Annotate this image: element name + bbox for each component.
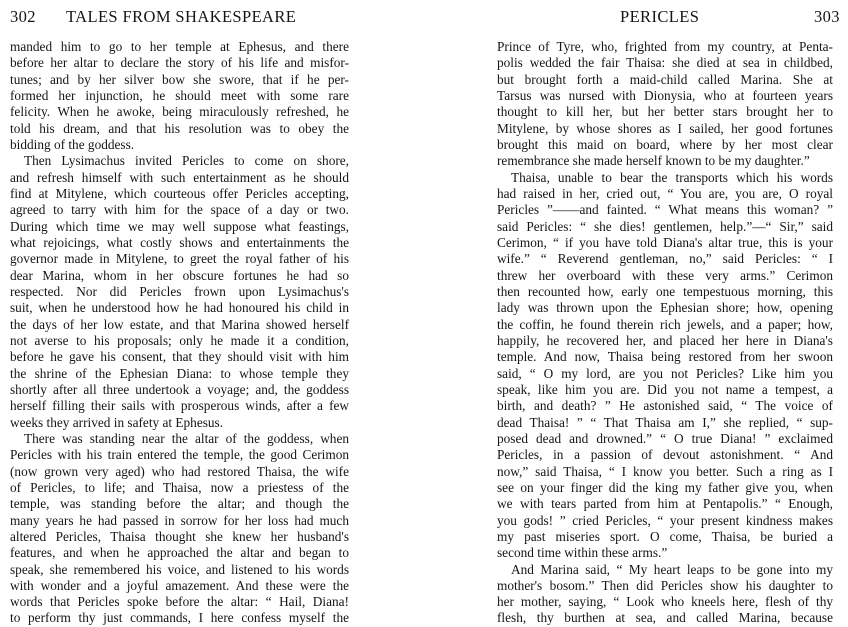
- page-number: 302: [10, 7, 36, 26]
- text-line: said Pericles: “ she dies! gentlemen, help.”—“ Sir,” said: [497, 218, 833, 234]
- text-line: we with tears parted from him at Pentapolis.” “ Enough,: [497, 496, 833, 512]
- text-line: many years he had passed in sorrow for her loss had much: [10, 512, 349, 528]
- text-line: had raised in her, cried out, “ You are, you are, O royal: [497, 185, 833, 201]
- text-line: threw her overboard with these very arms.” Cerimon: [497, 267, 833, 283]
- text-line: manded him to go to her temple at Ephesus, and there: [10, 39, 349, 54]
- text-line: second time within these arms.”: [497, 545, 668, 561]
- text-line: now,” said Thaisa, “ I know you better. Such a ring as I: [497, 463, 833, 479]
- text-line: the shrine of the Ephesian Diana: to whose temple they: [10, 365, 349, 381]
- text-line: before her altar to declare the story of his life and misfor-: [10, 55, 349, 71]
- text-line: then recounted how, early one tempestuous morning, this: [497, 283, 833, 299]
- text-line: dear Marina, whom in her obscure fortunes he had so: [10, 267, 349, 283]
- text-line: Cerimon, “ if you have told Diana's altar true, this is your: [497, 234, 833, 250]
- text-line: weeks they arrived in safety at Ephesus.: [10, 414, 224, 430]
- text-line: dead Thaisa! ” “ That Thaisa am I,” she replied, “ sup-: [497, 414, 833, 430]
- page-body-text: [10, 39, 349, 627]
- text-line: Mitylene, by whose shores as I sailed, her good fortunes: [497, 120, 833, 136]
- text-line: respected. Nor did Pericles frown upon Lysimachus's: [10, 283, 349, 299]
- text-line: with wonder and a joyful amazement. And these were the: [10, 577, 349, 593]
- text-line: Prince of Tyre, who, frighted from my country, at Penta-: [497, 39, 833, 54]
- text-line: not averse to his proposals; only he made it a condition,: [10, 332, 349, 348]
- left-page: [0, 0, 424, 626]
- text-line: Pericles, in a passion of devout astonishment. “ And: [497, 447, 833, 463]
- text-line: mother's bosom.” Then did Pericles show his daughter to: [497, 577, 833, 593]
- text-line: formed her injunction, he should meet with some rare: [10, 87, 349, 103]
- text-line: and refresh himself with such entertainment as he should: [10, 169, 349, 185]
- text-line: to perform thy just commands, I here confess myself the: [10, 610, 349, 626]
- text-line: tunes; and by her silver bow she swore, that if he per-: [10, 71, 349, 87]
- text-line: words that Pericles spoke before the altar: “ Hail, Diana!: [10, 594, 349, 610]
- text-line: the coffin, he found therein rich jewels, and a paper; how,: [497, 316, 833, 332]
- text-line: And Marina said, “ My heart leaps to be gone into my: [511, 561, 833, 577]
- text-line: suit, when he understood how he had honoured his child in: [10, 300, 349, 316]
- text-line: birth, and death? ” He astonished said, “ The voice of: [497, 398, 833, 414]
- right-page: [424, 0, 848, 626]
- text-line: told his dream, and that his resolution was to obey the: [10, 120, 349, 136]
- text-line: Pericles with his train entered the temple, the good Cerimon: [10, 447, 349, 463]
- text-line: thought to kill her, but her better stars brought her to: [497, 104, 833, 120]
- text-line: her mother, saying, “ Look who kneels here, flesh of thy: [497, 594, 833, 610]
- text-line: There was standing near the altar of the goddess, when: [24, 430, 349, 446]
- text-line: (now grown very aged) who had restored Thaisa, the wife: [10, 463, 349, 479]
- text-line: lady was thrown upon the Ephesian shore; how, opening: [497, 300, 833, 316]
- text-line: shortly after all three undertook a voyage; and, the goddess: [10, 381, 349, 397]
- page-body-text: [497, 39, 833, 627]
- text-line: but brought forth a maid-child called Marina. She at: [497, 71, 833, 87]
- text-line: brought this maid on board, where by her most clear: [497, 136, 833, 152]
- text-line: temple, was standing before the altar; and though the: [10, 496, 349, 512]
- text-line: my past miseries sport. O come, Thaisa, be buried a: [497, 528, 833, 544]
- text-line: Pericles ”——and fainted. “ What means this woman? ”: [497, 202, 833, 218]
- text-line: temple. And now, Thaisa being restored from her swoon: [497, 349, 833, 365]
- text-line: altered Pericles, Thaisa thought she knew her husband's: [10, 528, 349, 544]
- text-line: features, and when he approached the altar and began to: [10, 545, 349, 561]
- text-line: flesh, thy burthen at sea, and called Marina, because: [497, 610, 833, 626]
- text-line: speak, like him you are. Did you not name a tempest, a: [497, 381, 833, 397]
- text-line: Thaisa, unable to bear the transports which his words: [511, 169, 833, 185]
- text-line: bidding of the goddess.: [10, 136, 135, 152]
- running-head: PERICLES: [620, 7, 700, 26]
- running-head: TALES FROM SHAKESPEARE: [66, 7, 297, 26]
- text-line: the days of her low estate, and that Marina showed herself: [10, 316, 349, 332]
- text-line: posed dead and drowned.” “ O true Diana! ” exclaimed: [497, 430, 833, 446]
- text-line: find at Mitylene, which courteous offer Pericles accepting,: [10, 185, 349, 201]
- text-line: of Pericles, to life; and Thaisa, now a priestess of the: [10, 479, 349, 495]
- text-line: During which time we may well suppose what feastings,: [10, 218, 349, 234]
- text-line: happily, he recovered her, and placed her here in Diana's: [497, 332, 833, 348]
- text-line: said, “ O my lord, are you not Pericles? Like him you: [497, 365, 833, 381]
- text-line: felicity. When he awoke, being miraculously refreshed, he: [10, 104, 349, 120]
- text-line: before he gave his consent, that they should visit with him: [10, 349, 349, 365]
- text-line: remembrance she made herself known to be my daughter.”: [497, 153, 810, 169]
- text-line: agreed to tarry with him for the space of a day or two.: [10, 202, 349, 218]
- text-line: what rejoicings, what costly shows and entertainments the: [10, 234, 349, 250]
- text-line: polis wedded the fair Thaisa: she died at sea in childbed,: [497, 55, 833, 71]
- text-line: Then Lysimachus invited Pericles to come on shore,: [24, 153, 349, 169]
- text-line: herself filling their sails with prosperous winds, after a few: [10, 398, 349, 414]
- text-line: speak, she remembered his voice, and listened to his words: [10, 561, 349, 577]
- text-line: see on your finger did the king my father give you, when: [497, 479, 833, 495]
- text-line: Tarsus was nursed with Dionysia, who at fourteen years: [497, 87, 833, 103]
- page-number: 303: [814, 7, 840, 26]
- text-line: governor made in Mitylene, to greet the royal father of his: [10, 251, 349, 267]
- text-line: wife.” “ Reverend gentleman, no,” said Pericles: “ I: [497, 251, 833, 267]
- text-line: you gods! ” cried Pericles, “ your present kindness makes: [497, 512, 833, 528]
